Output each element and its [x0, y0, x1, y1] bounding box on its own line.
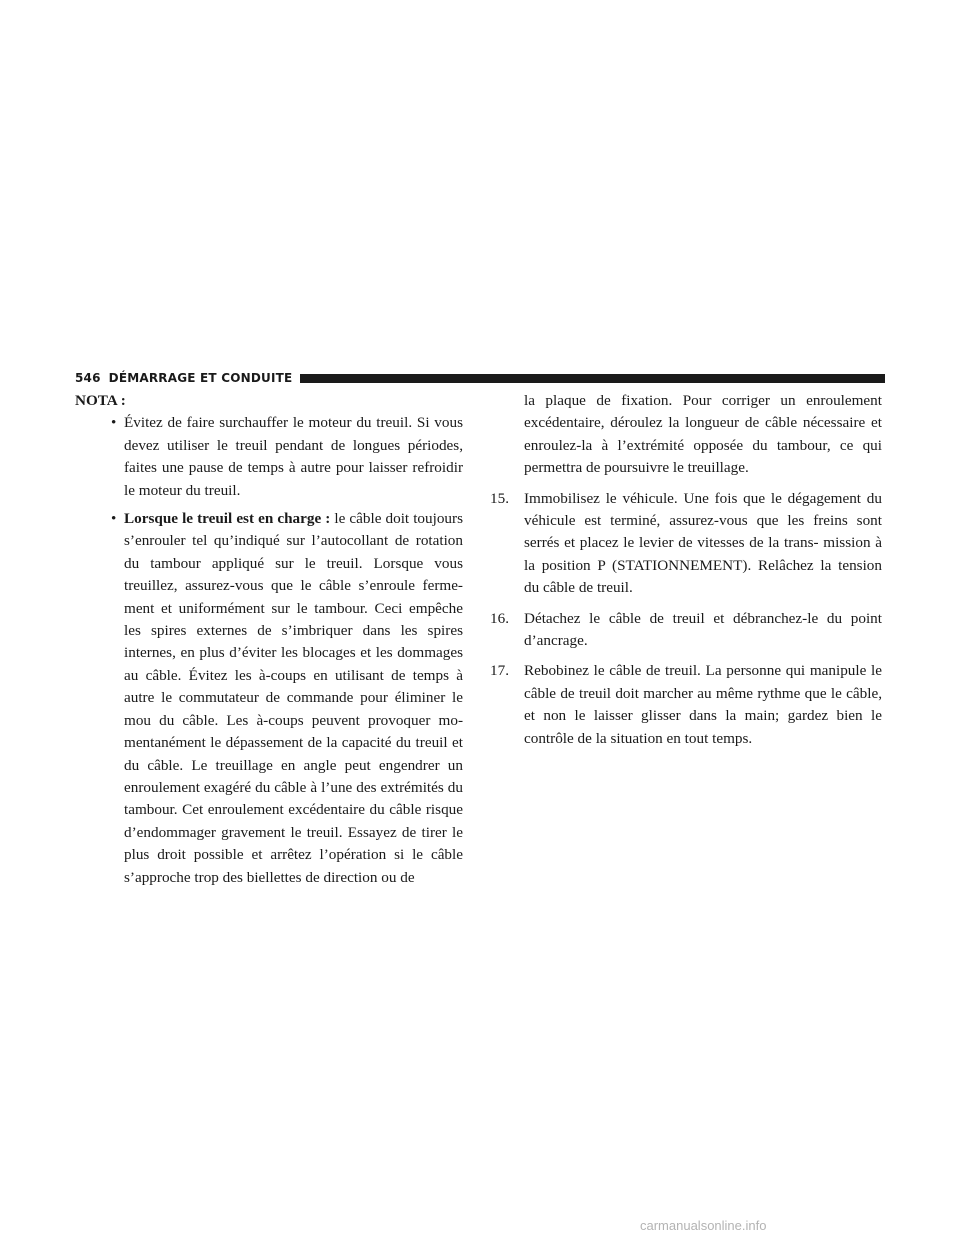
- page-header: [75, 371, 885, 385]
- bullet-dot: •: [111, 414, 117, 432]
- watermark: carmanualsonline.info: [640, 1218, 767, 1233]
- right-column: [490, 390, 882, 758]
- step-item: [490, 660, 882, 750]
- step-item: [490, 488, 882, 600]
- bullet-continuation: la plaque de fixation. Pour corriger un enroulement excédentaire, déroulez la longueur de câble nécessaire et enroulez-la à l’extrémité opposée du tambour, ce qui permettra de poursuivre le treuillage.: [524, 392, 882, 477]
- step-text: Détachez le câble de treuil et débranchez-le du point d’ancrage.: [524, 609, 882, 650]
- step-text: Immobilisez le véhicule. Une fois que le dégagement du véhicule est terminé, assurez-vous que les freins sont serrés et placez le levier de vitesses de la trans- mission à la position P (STATIONNEMENT). Relâchez la tension du câble de treuil.: [524, 489, 882, 597]
- nota-label: NOTA :: [75, 392, 126, 409]
- bullet-lead: Lorsque le treuil est en charge :: [124, 510, 331, 528]
- step-number: 17.: [490, 662, 509, 680]
- bullet-text: le câble doit toujours s’enrouler tel qu’indiqué sur l’autocollant de rotation du tambour appliqué sur le treuil. Lorsque vous treuillez, assurez-vous que le câble s’enroule ferme- ment et uniformément sur le tambour. Ceci empêche les spires externes de s’imbriquer dans les spires internes, en plus d’éviter les blocages et les dommages au câble. Évitez les à-coups en utilisant de temps à autre le commutateur de commande pour éliminer le mou du câble. Les à-coups peuvent provoquer mo- mentanément le dépassement de la capacité du treuil et du câble. Le treuillage en angle peut engendrer un enroulement exagéré du câble à l’une des extrémités du tambour. Cet enroulement excédentaire du câble risque d’endommager gravement le treuil. Essayez de tirer le plus droit possible et arrêtez l’opération si le câble s’approche trop des biellettes de direction ou de: [124, 510, 463, 886]
- bullet-dot: •: [111, 510, 117, 528]
- left-column: [75, 390, 463, 895]
- bullet-text: Évitez de faire surchauffer le moteur du treuil. Si vous devez utiliser le treuil pendant de longues périodes, faites une pause de temps à autre pour laisser refroidir le moteur du treuil.: [124, 414, 463, 499]
- page-number: 546: [75, 371, 101, 385]
- step-text: Rebobinez le câble de treuil. La personne qui manipule le câble de treuil doit marcher au même rythme que le câble, et non le laisser glisser dans la main; gardez bien le contrôle de la situation en tout temps.: [524, 662, 882, 747]
- note-bullet: [75, 412, 463, 502]
- step-number: 16.: [490, 609, 509, 627]
- step-item: [490, 608, 882, 653]
- note-bullet: [75, 508, 463, 889]
- header-rule: [300, 374, 885, 383]
- step-number: 15.: [490, 489, 509, 507]
- section-title: DÉMARRAGE ET CONDUITE: [108, 371, 293, 385]
